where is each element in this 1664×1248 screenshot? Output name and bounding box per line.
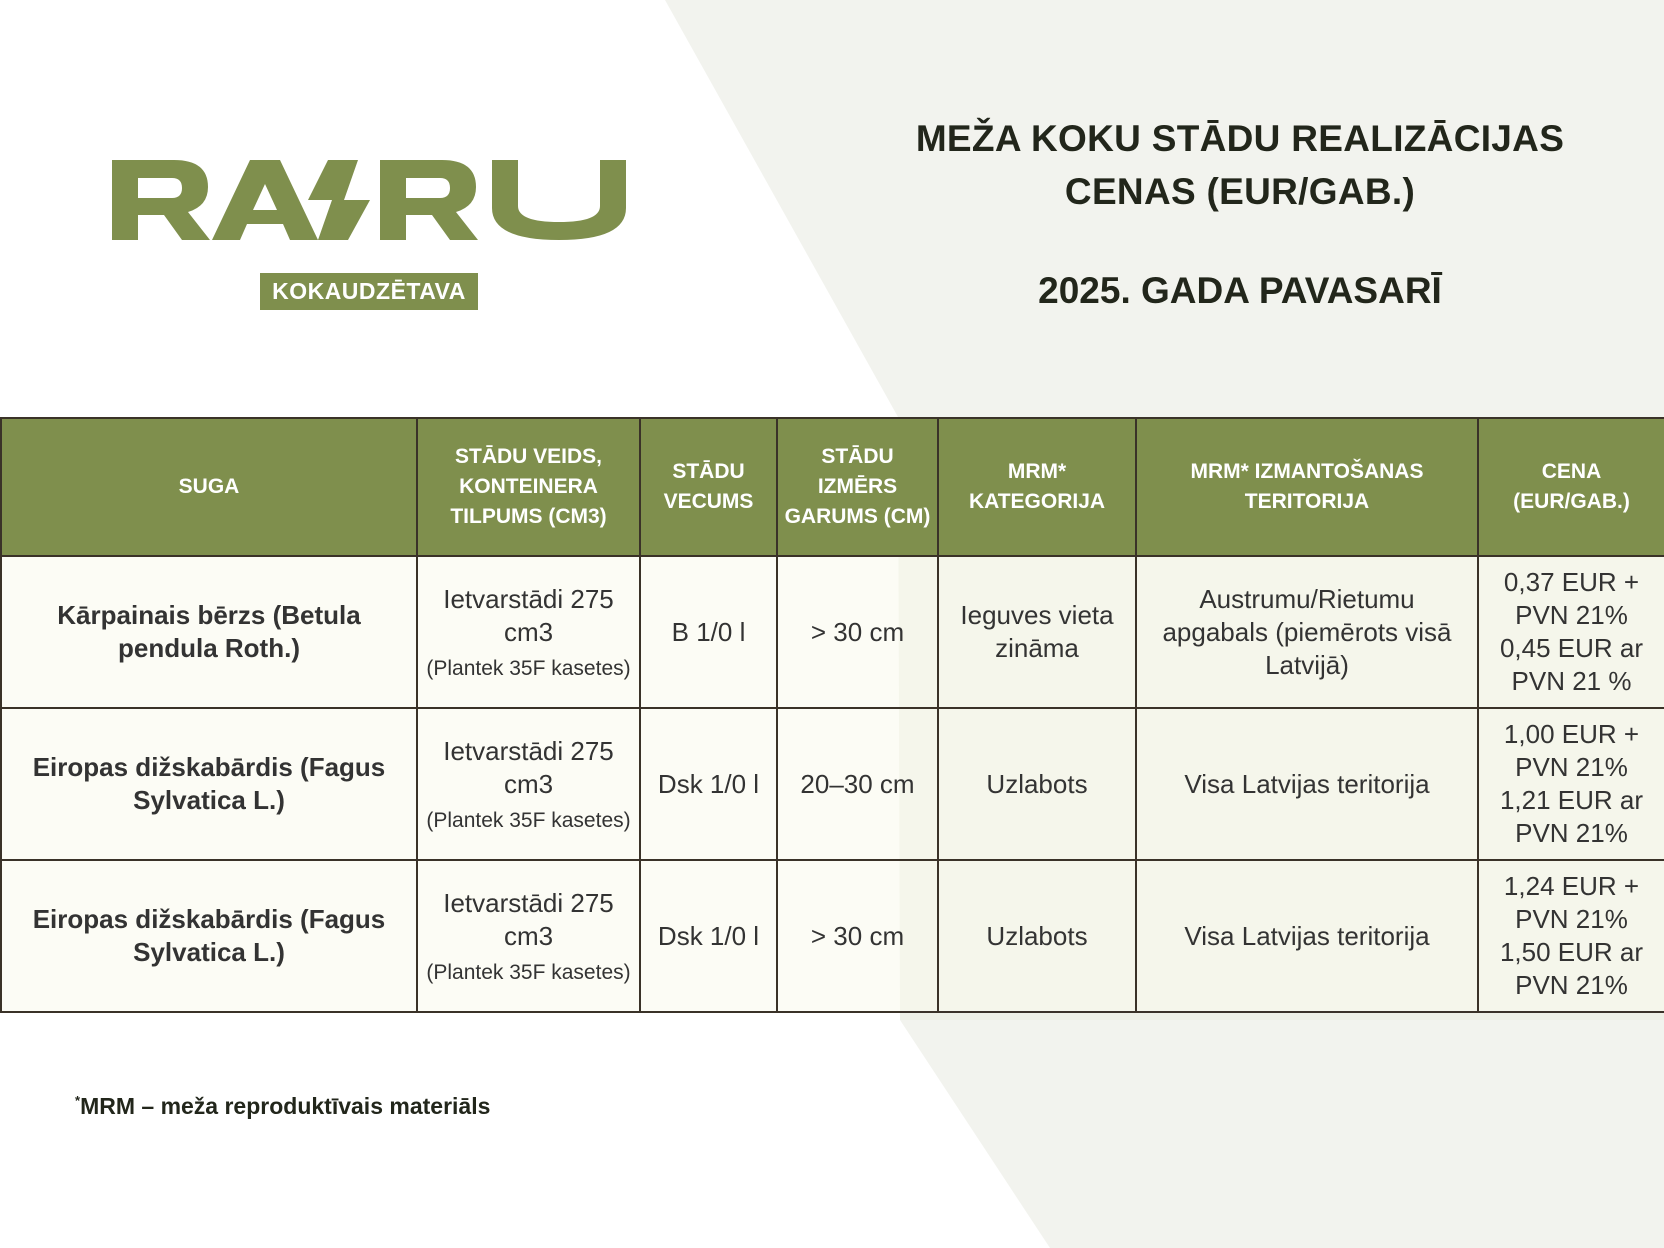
cell-price	[1478, 860, 1664, 1012]
type-text: Ietvarstādi 275 cm3	[443, 735, 614, 799]
header-size: STĀDU IZMĒRS GARUMS (CM)	[777, 418, 938, 556]
cell-price	[1478, 556, 1664, 708]
price-table	[0, 417, 1664, 1013]
cell-species: Eiropas dižskabārdis (Fagus Sylvatica L.)	[1, 708, 417, 860]
cell-species: Eiropas dižskabārdis (Fagus Sylvatica L.)	[1, 860, 417, 1012]
cell-category: Uzlabots	[938, 860, 1136, 1012]
footnote-text: MRM – meža reproduktīvais materiāls	[80, 1093, 491, 1119]
type-note: (Plantek 35F kasetes)	[426, 960, 631, 984]
type-text: Ietvarstādi 275 cm3	[443, 887, 614, 951]
page-subtitle: 2025. GADA PAVASARĪ	[1038, 270, 1442, 311]
price-net: 1,24 EUR + PVN 21%	[1503, 871, 1640, 934]
type-note: (Plantek 35F kasetes)	[426, 808, 631, 832]
cell-territory: Visa Latvijas teritorija	[1136, 708, 1478, 860]
header-age: STĀDU VECUMS	[640, 418, 777, 556]
type-note: (Plantek 35F kasetes)	[426, 656, 631, 680]
cell-size: > 30 cm	[777, 556, 938, 708]
page-title-line-2: CENAS (EUR/GAB.)	[1064, 171, 1416, 212]
rairu-wordmark-icon	[112, 160, 626, 240]
header-species: SUGA	[1, 418, 417, 556]
table-header-row	[1, 418, 1664, 556]
price-net: 0,37 EUR + PVN 21%	[1503, 567, 1640, 630]
cell-category: Ieguves vieta zināma	[938, 556, 1136, 708]
table-row	[1, 556, 1664, 708]
cell-territory: Visa Latvijas teritorija	[1136, 860, 1478, 1012]
price-gross: 1,21 EUR ar PVN 21%	[1499, 785, 1644, 848]
type-text: Ietvarstādi 275 cm3	[443, 583, 614, 647]
footnote	[75, 1093, 490, 1120]
cell-size: 20–30 cm	[777, 708, 938, 860]
price-gross: 1,50 EUR ar PVN 21%	[1499, 937, 1644, 1000]
header-type: STĀDU VEIDS, KONTEINERA TILPUMS (CM3)	[417, 418, 640, 556]
cell-territory: Austrumu/Rietumu apgabals (piemērots visā Latvijā)	[1136, 556, 1478, 708]
page-title-line-1: MEŽA KOKU STĀDU REALIZĀCIJAS	[915, 118, 1565, 159]
table-row	[1, 860, 1664, 1012]
price-gross: 0,45 EUR ar PVN 21 %	[1499, 633, 1644, 696]
cell-size: > 30 cm	[777, 860, 938, 1012]
cell-species: Kārpainais bērzs (Betula pendula Roth.)	[1, 556, 417, 708]
header-territory: MRM* IZMANTOŠANAS TERITORIJA	[1136, 418, 1478, 556]
table-row	[1, 708, 1664, 860]
rairu-logo	[112, 160, 626, 240]
cell-age: Dsk 1/0 l	[640, 860, 777, 1012]
price-net: 1,00 EUR + PVN 21%	[1503, 719, 1640, 782]
cell-price	[1478, 708, 1664, 860]
header-category: MRM* KATEGORIJA	[938, 418, 1136, 556]
cell-type	[417, 708, 640, 860]
cell-category: Uzlabots	[938, 708, 1136, 860]
footnote-mark: *	[75, 1093, 81, 1108]
title-block	[860, 112, 1620, 317]
cell-age: Dsk 1/0 l	[640, 708, 777, 860]
cell-age: B 1/0 l	[640, 556, 777, 708]
logo-tagline: KOKAUDZĒTAVA	[260, 273, 478, 310]
header-price: CENA (EUR/GAB.)	[1478, 418, 1664, 556]
cell-type	[417, 860, 640, 1012]
cell-type	[417, 556, 640, 708]
